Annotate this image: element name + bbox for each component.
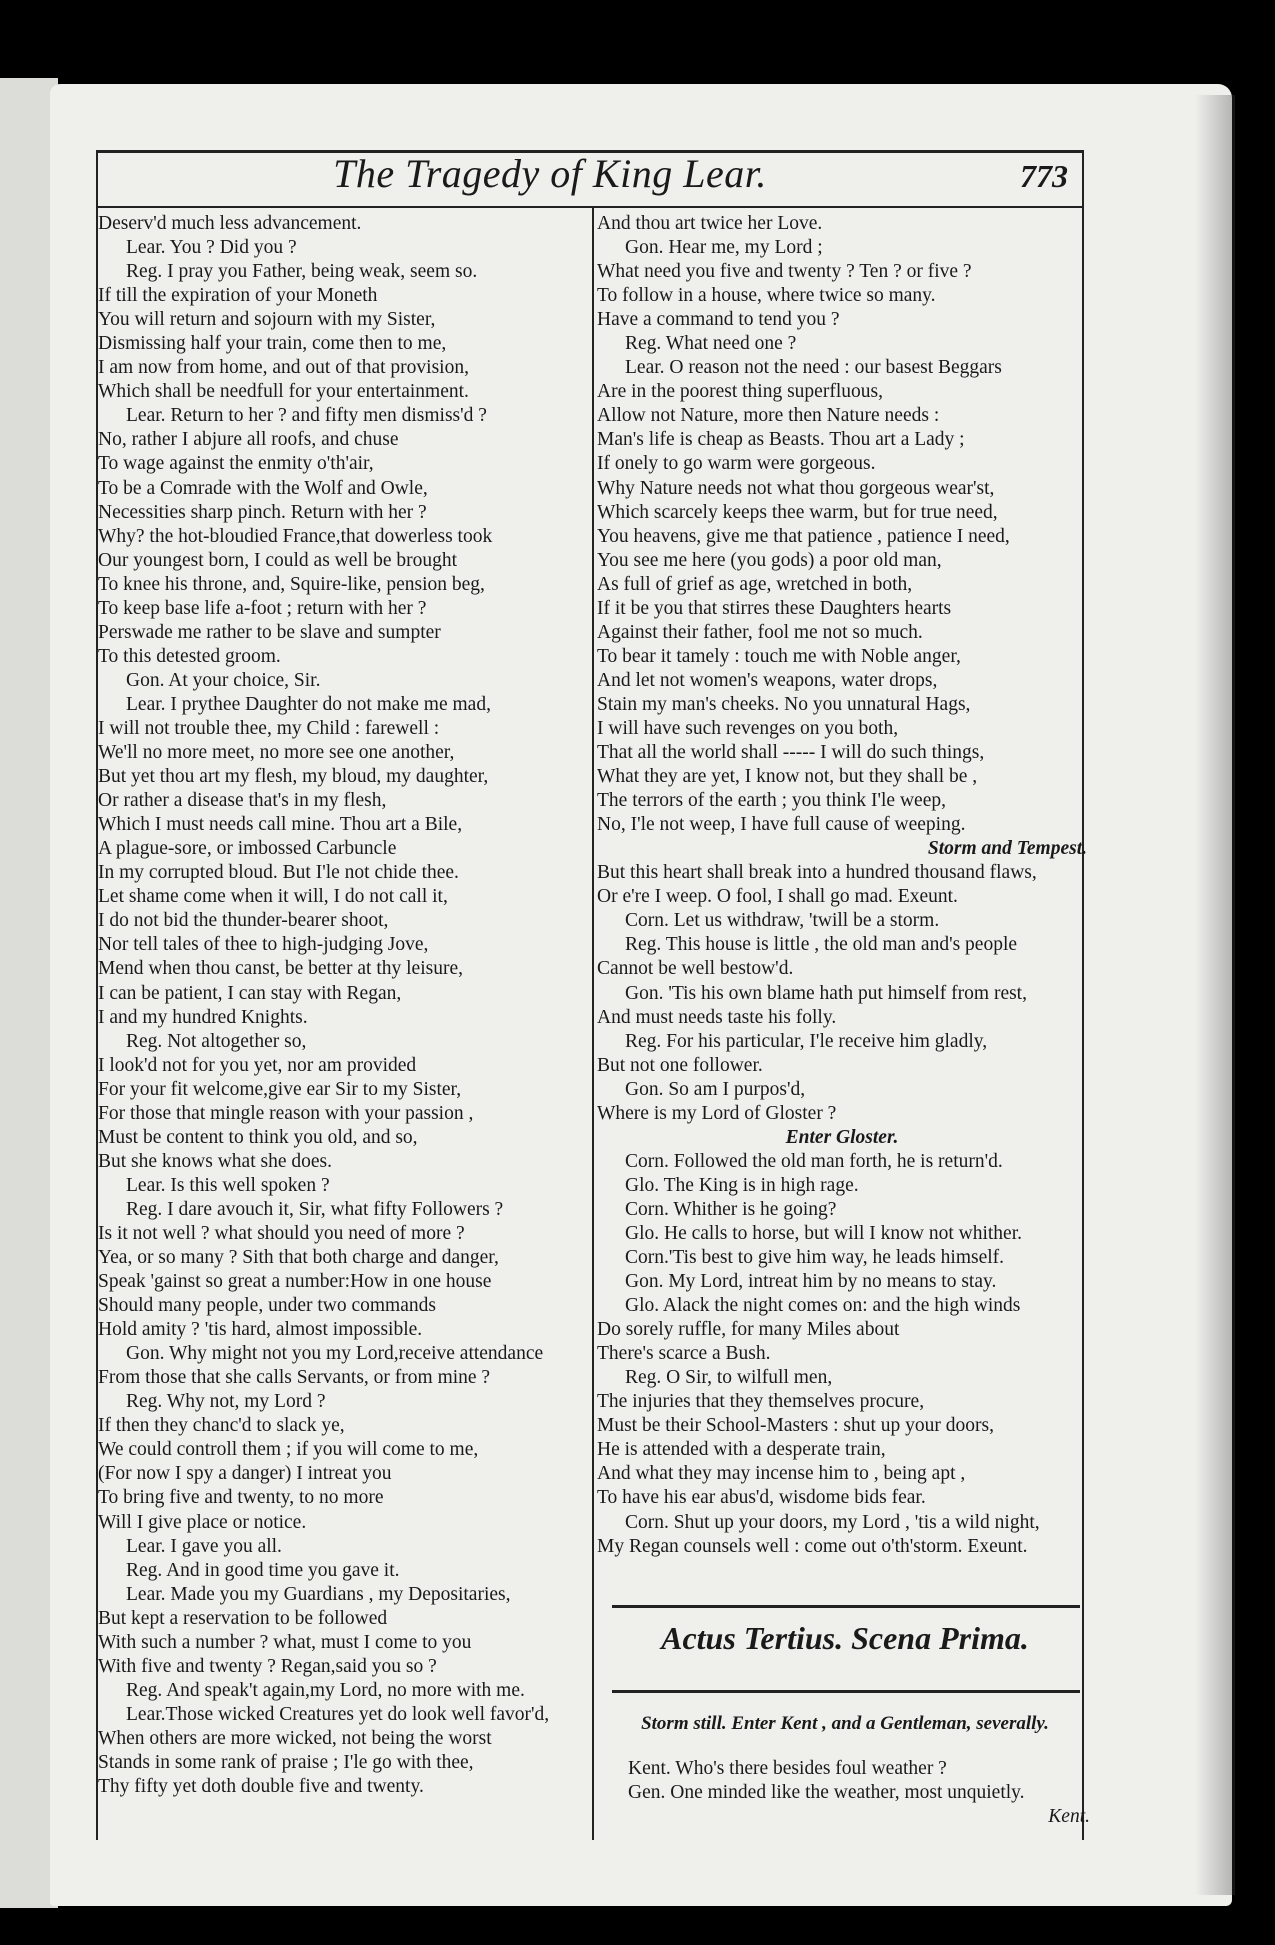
text-line: When others are more wicked, not being the worst bbox=[98, 1727, 492, 1749]
text-line: Must be content to think you old, and so, bbox=[98, 1126, 418, 1148]
text-line: From those that she calls Servants, or from mine ? bbox=[98, 1367, 491, 1389]
text-line: With five and twenty ? Regan,said you so ? bbox=[98, 1655, 437, 1677]
text-line: Must be their School-Masters : shut up your doors, bbox=[597, 1415, 995, 1437]
text-line: Lear. You ? Did you ? bbox=[126, 237, 297, 259]
text-line: Against their father, fool me not so much. bbox=[597, 621, 923, 643]
text-line: To follow in a house, where twice so many. bbox=[597, 285, 936, 307]
text-line: I will not trouble thee, my Child : farewell : bbox=[98, 717, 440, 739]
text-line: (For now I spy a danger) I intreat you bbox=[98, 1463, 392, 1485]
header-rule-bottom bbox=[98, 206, 1084, 208]
text-line: Lear.Those wicked Creatures yet do look well favor'd, bbox=[126, 1703, 550, 1725]
text-line: Where is my Lord of Gloster ? bbox=[597, 1102, 837, 1124]
text-line: He is attended with a desperate train, bbox=[597, 1439, 886, 1461]
text-line: Reg. O Sir, to wilfull men, bbox=[625, 1367, 833, 1389]
text-line: What need you five and twenty ? Ten ? or five ? bbox=[597, 261, 972, 283]
text-line: I can be patient, I can stay with Regan, bbox=[98, 982, 402, 1004]
text-line: But yet thou art my flesh, my bloud, my daughter, bbox=[98, 766, 489, 788]
text-line: But she knows what she does. bbox=[98, 1150, 332, 1172]
text-line: But not one follower. bbox=[597, 1054, 763, 1076]
text-line: Dismissing half your train, come then to me, bbox=[98, 333, 447, 355]
text-line: With such a number ? what, must I come to you bbox=[98, 1631, 472, 1653]
left-column bbox=[98, 212, 593, 1799]
text-line: Reg. Why not, my Lord ? bbox=[126, 1391, 326, 1413]
text-line: Lear. Is this well spoken ? bbox=[126, 1174, 330, 1196]
text-line: Mend when thou canst, be better at thy leisure, bbox=[98, 958, 463, 980]
text-line: Which shall be needfull for your entertainment. bbox=[98, 381, 469, 403]
right-column bbox=[597, 212, 1087, 1559]
text-line: Enter Gloster. bbox=[785, 1126, 899, 1148]
text-line: To this detested groom. bbox=[98, 645, 281, 667]
text-line: Nor tell tales of thee to high-judging Jove, bbox=[98, 934, 429, 956]
text-line: I look'd not for you yet, nor am provided bbox=[98, 1054, 417, 1076]
page-gutter-shadow bbox=[1195, 95, 1235, 1895]
text-line: That all the world shall ----- I will do such things, bbox=[597, 742, 985, 764]
text-line: Will I give place or notice. bbox=[98, 1511, 307, 1533]
text-line: Glo. He calls to horse, but will I know not whither. bbox=[625, 1222, 1022, 1244]
text-line: Glo. The King is in high rage. bbox=[625, 1174, 859, 1196]
text-line: Which I must needs call mine. Thou art a Bile, bbox=[98, 814, 463, 836]
text-line: The injuries that they themselves procure, bbox=[597, 1391, 925, 1413]
text-line: To bear it tamely : touch me with Noble anger, bbox=[597, 645, 961, 667]
text-line: To bring five and twenty, to no more bbox=[98, 1487, 384, 1509]
text-line: Reg. This house is little , the old man and's people bbox=[625, 934, 1018, 956]
text-line: To be a Comrade with the Wolf and Owle, bbox=[98, 477, 428, 499]
text-line: Lear. Return to her ? and fifty men dismiss'd ? bbox=[126, 405, 487, 427]
text-line: I do not bid the thunder-bearer shoot, bbox=[98, 910, 389, 932]
text-line: Gon. Why might not you my Lord,receive attendance bbox=[126, 1343, 544, 1365]
text-line: Which scarcely keeps thee warm, but for true need, bbox=[597, 501, 998, 523]
text-line: Corn.'Tis best to give him way, he leads himself. bbox=[625, 1247, 1005, 1269]
text-line: Lear. I gave you all. bbox=[126, 1535, 282, 1557]
text-line: In my corrupted bloud. But I'le not chide thee. bbox=[98, 862, 459, 884]
text-line: Lear. I prythee Daughter do not make me mad, bbox=[126, 693, 491, 715]
text-line: Or rather a disease that's in my flesh, bbox=[98, 790, 387, 812]
text-line: If onely to go warm were gorgeous. bbox=[597, 453, 876, 475]
text-line: To keep base life a-foot ; return with her ? bbox=[98, 597, 427, 619]
text-line: Lear. O reason not the need : our basest Beggars bbox=[625, 357, 1002, 379]
text-line: We'll no more meet, no more see one another, bbox=[98, 742, 455, 764]
text-line: Deserv'd much less advancement. bbox=[98, 213, 362, 234]
text-line: Gon. Hear me, my Lord ; bbox=[625, 237, 823, 259]
text-line: You see me here (you gods) a poor old man, bbox=[597, 549, 942, 571]
text-line: Gon. My Lord, intreat him by no means to stay. bbox=[625, 1271, 997, 1293]
scene-heading: Actus Tertius. Scena Prima. bbox=[661, 1620, 1029, 1656]
text-line: Yea, or so many ? Sith that both charge and danger, bbox=[98, 1247, 499, 1269]
text-line: Stands in some rank of praise ; I'le go with thee, bbox=[98, 1752, 474, 1773]
running-title: The Tragedy of King Lear. bbox=[333, 151, 767, 196]
catchword: Kent. bbox=[1048, 1806, 1090, 1828]
text-line: Or e're I weep. O fool, I shall go mad. Exeunt. bbox=[597, 886, 958, 908]
text-line: To have his ear abus'd, wisdome bids fear. bbox=[597, 1487, 926, 1509]
dialogue-line: Kent. Who's there besides foul weather ? bbox=[628, 1758, 947, 1779]
text-line: Reg. I pray you Father, being weak, seem so. bbox=[126, 261, 478, 283]
dialogue-line: Gen. One minded like the weather, most unquietly. bbox=[628, 1782, 1025, 1804]
text-line: Gon. 'Tis his own blame hath put himself from rest, bbox=[625, 982, 1027, 1004]
text-line: Reg. And in good time you gave it. bbox=[126, 1559, 400, 1581]
text-line: To wage against the enmity o'th'air, bbox=[98, 453, 374, 475]
text-line: And let not women's weapons, water drops, bbox=[597, 669, 938, 691]
page-number: 773 bbox=[1020, 158, 1068, 194]
text-line: Do sorely ruffle, for many Miles about bbox=[597, 1319, 900, 1341]
text-line: Is it not well ? what should you need of more ? bbox=[98, 1222, 465, 1244]
text-line: If till the expiration of your Moneth bbox=[98, 285, 378, 307]
text-line: I and my hundred Knights. bbox=[98, 1006, 308, 1028]
text-line: You will return and sojourn with my Sister, bbox=[98, 309, 436, 331]
text-line: Hold amity ? 'tis hard, almost impossible. bbox=[98, 1319, 423, 1341]
text-line: Cannot be well bestow'd. bbox=[597, 958, 794, 980]
text-line: We could controll them ; if you will come to me, bbox=[98, 1439, 479, 1461]
text-line: To knee his throne, and, Squire-like, pension beg, bbox=[98, 573, 485, 595]
text-line: But kept a reservation to be followed bbox=[98, 1607, 388, 1629]
text-line: Our youngest born, I could as well be brought bbox=[98, 549, 458, 571]
text-line: If it be you that stirres these Daughters hearts bbox=[597, 597, 952, 619]
text-line: The terrors of the earth ; you think I'le weep, bbox=[597, 790, 946, 812]
text-line: Glo. Alack the night comes on: and the high winds bbox=[625, 1295, 1021, 1317]
text-line: Should many people, under two commands bbox=[98, 1295, 436, 1317]
text-line: Reg. What need one ? bbox=[625, 333, 797, 355]
text-line: No, I'le not weep, I have full cause of weeping. bbox=[597, 814, 966, 836]
text-line: A plague-sore, or imbossed Carbuncle bbox=[98, 838, 397, 860]
text-line: Reg. Not altogether so, bbox=[126, 1030, 307, 1052]
text-line: Perswade me rather to be slave and sumpter bbox=[98, 621, 441, 643]
text-line: My Regan counsels well : come out o'th'storm. Exeunt. bbox=[597, 1535, 1028, 1557]
text-line: As full of grief as age, wretched in both, bbox=[597, 573, 913, 595]
text-line: For those that mingle reason with your passion , bbox=[98, 1102, 474, 1124]
text-line: Storm and Tempest. bbox=[927, 838, 1087, 860]
text-line: Stain my man's cheeks. No you unnatural Hags, bbox=[597, 693, 971, 715]
scene-rule-bottom bbox=[612, 1690, 1080, 1693]
text-line: Gon. So am I purpos'd, bbox=[625, 1078, 806, 1100]
text-line: Have a command to tend you ? bbox=[597, 309, 840, 331]
text-line: No, rather I abjure all roofs, and chuse bbox=[98, 429, 399, 451]
text-line: Let shame come when it will, I do not call it, bbox=[98, 886, 448, 908]
text-line: Necessities sharp pinch. Return with her ? bbox=[98, 501, 427, 523]
text-line: And thou art twice her Love. bbox=[597, 213, 823, 234]
text-line: Lear. Made you my Guardians , my Depositaries, bbox=[126, 1583, 511, 1605]
scene-rule-top bbox=[612, 1605, 1080, 1608]
text-line: Man's life is cheap as Beasts. Thou art a Lady ; bbox=[597, 429, 965, 451]
scene-dialogue bbox=[600, 1757, 1090, 1829]
text-line: What they are yet, I know not, but they shall be , bbox=[597, 766, 978, 788]
text-line: I am now from home, and out of that provision, bbox=[98, 357, 469, 379]
text-line: But this heart shall break into a hundred thousand flaws, bbox=[597, 862, 1037, 884]
text-line: Speak 'gainst so great a number:How in one house bbox=[98, 1271, 492, 1293]
text-line: There's scarce a Bush. bbox=[597, 1343, 771, 1365]
text-line: Are in the poorest thing superfluous, bbox=[597, 381, 883, 403]
text-line: Corn. Let us withdraw, 'twill be a storm. bbox=[625, 910, 940, 932]
text-line: Corn. Shut up your doors, my Lord , 'tis a wild night, bbox=[625, 1511, 1040, 1533]
text-line: For your fit welcome,give ear Sir to my Sister, bbox=[98, 1078, 462, 1100]
text-line: You heavens, give me that patience , patience I need, bbox=[597, 525, 1010, 547]
text-line: Corn. Followed the old man forth, he is return'd. bbox=[625, 1150, 1003, 1172]
text-line: Why? the hot-bloudied France,that dowerless took bbox=[98, 525, 493, 547]
text-line: Allow not Nature, more then Nature needs : bbox=[597, 405, 940, 427]
text-line: I will have such revenges on you both, bbox=[597, 717, 899, 739]
text-line: Thy fifty yet doth double five and twenty. bbox=[98, 1776, 424, 1798]
text-line: Corn. Whither is he going? bbox=[625, 1198, 837, 1220]
text-line: If then they chanc'd to slack ye, bbox=[98, 1415, 345, 1437]
text-line: Why Nature needs not what thou gorgeous wear'st, bbox=[597, 477, 995, 499]
text-line: Reg. For his particular, I'le receive him gladly, bbox=[625, 1030, 988, 1052]
stage-direction: Storm still. Enter Kent , and a Gentleman, severally. bbox=[641, 1713, 1049, 1734]
text-line: Reg. And speak't again,my Lord, no more with me. bbox=[126, 1679, 525, 1701]
text-line: Gon. At your choice, Sir. bbox=[126, 669, 321, 691]
text-line: And must needs taste his folly. bbox=[597, 1006, 837, 1028]
text-line: Reg. I dare avouch it, Sir, what fifty Followers ? bbox=[126, 1198, 504, 1220]
text-line: And what they may incense him to , being apt , bbox=[597, 1463, 966, 1485]
